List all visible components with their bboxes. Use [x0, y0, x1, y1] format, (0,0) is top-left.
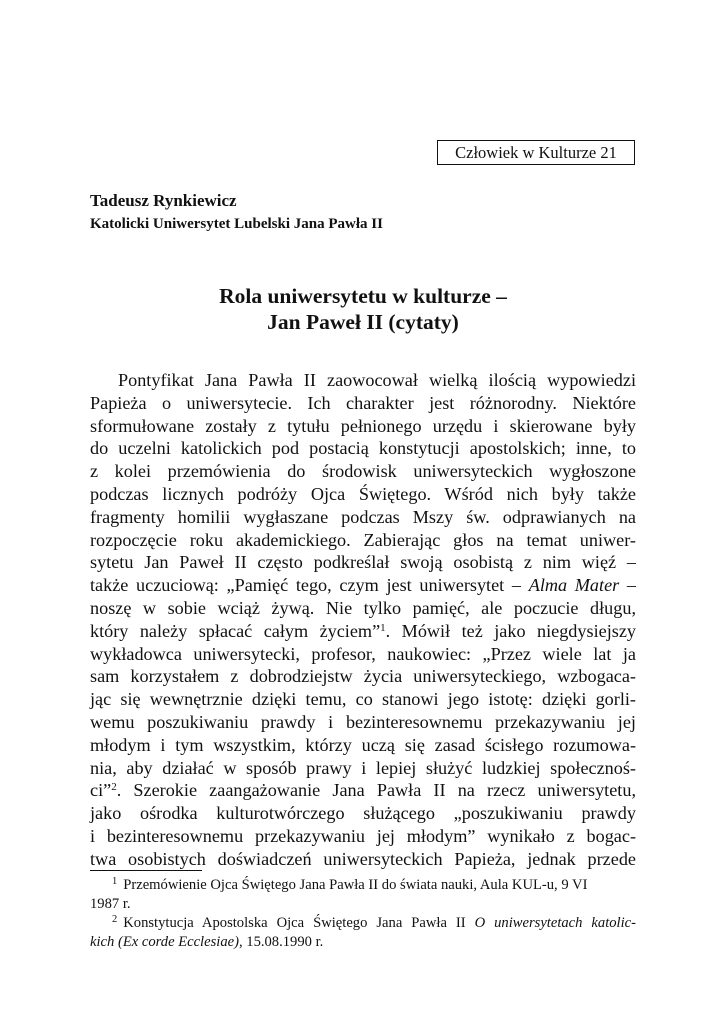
body-text-fragment: także uczuciową: „Pamięć tego, czym jest uniwersytet –	[90, 575, 522, 596]
body-line: i bezinteresownemu przekazywaniu jej młodym” wynikało z bogac-	[90, 825, 636, 846]
body-line: Papieża o uniwersytecie. Ich charakter jest różnorodny. Niektóre	[90, 392, 636, 413]
article-title-line-1: Rola uniwersytetu w kulturze –	[219, 284, 507, 308]
footnotes	[90, 876, 636, 952]
body-line	[90, 620, 636, 643]
body-line: wemu poszukiwaniu prawdy i bezinteresownemu przekazywaniu jej	[90, 711, 636, 732]
body-line: sam korzystałem z dobrodziejstw życia uniwersyteckiego, wzbogaca-	[90, 666, 636, 687]
body-line: rozpoczęcie roku akademickiego. Zabierając głos na temat uniwer-	[90, 529, 636, 550]
footnote-text: Konstytucja Apostolska Ojca Świętego Jana Pawła II	[123, 915, 466, 931]
body-text-fragment: –	[626, 575, 637, 596]
footnote-divider	[90, 870, 202, 871]
footnote-italic-title: O uniwersytetach katolic-	[474, 915, 636, 931]
footnote-ref-1[interactable]: 1	[380, 621, 386, 634]
author-name: Tadeusz Rynkiewicz	[90, 191, 237, 210]
footnote-2-continuation	[90, 933, 636, 952]
italic-term-alma-mater: Alma Mater	[528, 575, 620, 596]
body-line: jąc się wewnętrznie dzięki temu, co stanowi jego istotę: dzięki gorli-	[90, 689, 636, 710]
body-line: z kolei przemówienia do środowisk uniwersyteckich wygłoszone	[90, 461, 636, 482]
author-affiliation: Katolicki Uniwersytet Lubelski Jana Pawła II	[90, 216, 383, 232]
footnote-text: , 15.08.1990 r.	[238, 934, 324, 950]
footnote-2	[90, 914, 636, 933]
body-text-fragment: . Mówił też jako niegdysiejszy	[385, 620, 636, 641]
footnote-ref-2[interactable]: 2	[111, 781, 117, 794]
body-line: sformułowane zostały z tytułu pełnionego urzędu i skierowane były	[90, 415, 636, 436]
body-line: do uczelni katolickich pod postacią konstytucji apostolskich; inne, to	[90, 438, 636, 459]
footnote-1	[90, 876, 636, 895]
footnote-italic-title: kich (Ex corde Ecclesiae)	[90, 934, 239, 950]
body-line: twa osobistych doświadczeń uniwersyteckich Papieża, jednak przede	[90, 848, 636, 869]
body-paragraph	[90, 369, 636, 871]
body-line: wykładowca uniwersytecki, profesor, naukowiec: „Przez wiele lat ja	[90, 643, 636, 664]
footnote-mark-1: 1	[112, 876, 118, 887]
body-line	[90, 574, 636, 597]
body-line: Pontyfikat Jana Pawła II zaowocował wielką ilością wypowiedzi	[118, 370, 636, 390]
journal-title-box: Człowiek w Kulturze 21	[437, 140, 635, 165]
body-text-fragment: . Szerokie zaangażowanie Jana Pawła II na rzecz uniwersytetu,	[116, 780, 636, 801]
body-text-fragment: który należy spłacać całym życiem”	[90, 620, 381, 641]
body-line: sytetu Jan Paweł II często podkreślał swoją osobistą z nim więź –	[90, 552, 636, 573]
footnote-1-continuation: 1987 r.	[90, 896, 131, 912]
body-line: nia, aby działać w sposób prawy i lepiej służyć ludzkiej społecznoś-	[90, 757, 636, 778]
body-text-fragment: ci”	[90, 780, 112, 801]
footnote-mark-2: 2	[112, 914, 118, 925]
body-line: podczas licznych podróży Ojca Świętego. Wśród nich były także	[90, 483, 636, 504]
body-line: noszę w sobie wciąż żywą. Nie tylko pamięć, ale poczucie długu,	[90, 597, 636, 618]
article-title-line-2: Jan Paweł II (cytaty)	[267, 310, 459, 334]
body-line: młodym i tym wszystkim, którzy uczą się zasad ścisłego rozumowa-	[90, 734, 636, 755]
footnote-text: Przemówienie Ojca Świętego Jana Pawła II do świata nauki, Aula KUL-u, 9 VI	[123, 877, 588, 893]
body-line: fragmenty homilii wygłaszane podczas Mszy św. odprawianych na	[90, 506, 636, 527]
body-line	[90, 779, 636, 802]
body-line: jako ośrodka kulturotwórczego służącego „poszukiwaniu prawdy	[90, 803, 636, 824]
